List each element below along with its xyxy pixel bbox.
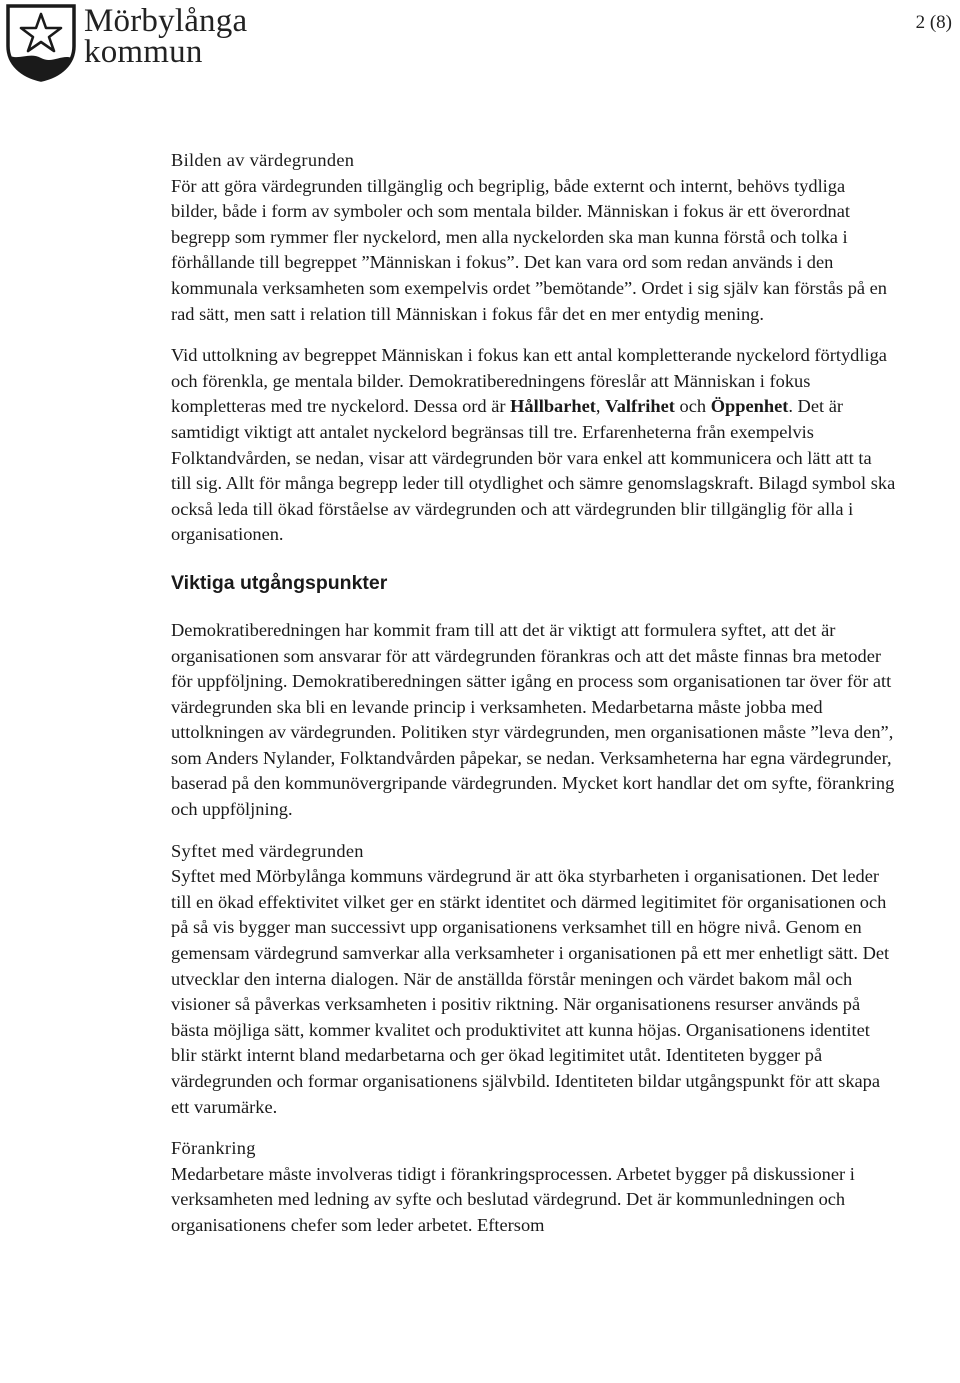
logo-wordmark bbox=[84, 3, 248, 70]
subheading-forankring: Förankring bbox=[171, 1138, 256, 1159]
paragraph-bilden-1: För att göra värdegrunden tillgänglig och begriplig, både externt och internt, behövs tydliga bilder, både i form av symboler och som mentala bilder. Människan i fokus är ett överordnat begrepp som rymmer fler nyckelord, men alla nyckelorden ska man kunna förstå och tolka i förhållande till begreppet ”Människan i fokus”. Det kan vara ord som redan används i den kommunala verksamheten som exempelvis ordet ”bemötande”. Ordet i sig själv kan förstås på en rad sätt, men satt i relation till Människan i fokus får det en mer entydig mening. bbox=[171, 175, 888, 324]
paragraph-viktiga-1: Demokratiberedningen har kommit fram till att det är viktigt att formulera syftet, att det är organisationen som ansvarar för att värdegrunden förankras och att det måste finnas bra metoder för uppföljning. Demokratiberedningen sätter igång en process som organisationen tar över för att värdegrunden ska bli en levande princip i verksamheten. Medarbetarna måste jobba med uttolkningen av värdegrunden. Politiken styr värdegrunden, men organisationen måste ”leva den”, som Anders Nylander, Folktandvården påpekar, se nedan. Verksamheterna har egna värdegrunder, baserad på den kommunövergripande värdegrunden. Mycket kort handlar det om syfte, förankring och uppföljning. bbox=[171, 619, 895, 820]
separator-text: , bbox=[595, 396, 606, 417]
paragraph-forankring-1: Medarbetare måste involveras tidigt i förankringsprocessen. Arbetet bygger på diskussioner i verksamheten med ledning av syfte och beslutad värdegrund. Det är kommunledningen och organisationens chefer som leder arbetet. Eftersom bbox=[171, 1163, 855, 1235]
page-number: 2 (8) bbox=[915, 12, 952, 33]
logo-line-1: Mörbylånga bbox=[84, 3, 248, 39]
keyword-hallbarhet: Hållbarhet bbox=[510, 396, 596, 417]
heading-viktiga-utgangspunkter: Viktiga utgångspunkter bbox=[171, 571, 388, 594]
keyword-oppenhet: Öppenhet bbox=[710, 396, 789, 417]
subheading-bilden: Bilden av värdegrunden bbox=[171, 150, 355, 170]
logo-line-2: kommun bbox=[84, 34, 203, 70]
paragraph-text: Vid uttolkning av begreppet Människan i fokus kan ett antal kompletterande nyckelord förtydliga och förenkla, ge mentala bilder. Demokratiberedningens föreslår att Människan i fokus kompletteras med tre nyckelord. Dessa ord är bbox=[171, 345, 887, 417]
paragraph-bilden-2 bbox=[171, 343, 896, 548]
shield-icon bbox=[4, 2, 78, 82]
municipality-logo bbox=[4, 2, 254, 82]
paragraph-syftet-1: Syftet med Mörbylånga kommuns värdegrund är att öka styrbarheten i organisationen. Det leder till en ökad effektivitet vilket ger en stärkt identitet och därmed legitimitet för organisationen och på så vis bygger man successivt upp organisationens verksamhet till en högre nivå. Genom en gemensam värdegrund samverkar alla verksamheter i organisationen på ett mer enhetligt sätt. Det utvecklar den interna dialogen. När de anställda förstår meningen och värdet bakom mål och visioner så påverkas verksamheten i positiv riktning. När organisationens resurser används på bästa möjliga sätt, kommer kvalitet och produktivitet att kunna höjas. Organisationens identitet blir stärkt internt bland medarbetarna och ger ökad legitimitet utåt. Identiteten bygger på värdegrunden och formar organisationens självbild. Identiteten bildar utgångspunkt för att skapa ett varumärke. bbox=[171, 866, 890, 1117]
subheading-syftet: Syftet med värdegrunden bbox=[171, 840, 364, 861]
document-body bbox=[171, 148, 896, 1239]
page-header bbox=[0, 0, 960, 90]
separator-text: och bbox=[674, 396, 711, 417]
paragraph-text: . Det är samtidigt viktigt att antalet nyckelord begränsas till tre. Erfarenheterna från exempelvis Folktandvården, se nedan, visar att värdegrunden bör vara enkel att kommunicera och lätt att ta till sig. Allt för många begrepp leder till otydlighet och sämre genomslagskraft. Bilagd symbol ska också leda till ökad förståelse av värdegrunden och att värdegrunden blir tillgänglig för alla i organisationen. bbox=[171, 396, 896, 545]
keyword-valfrihet: Valfrihet bbox=[605, 396, 675, 417]
